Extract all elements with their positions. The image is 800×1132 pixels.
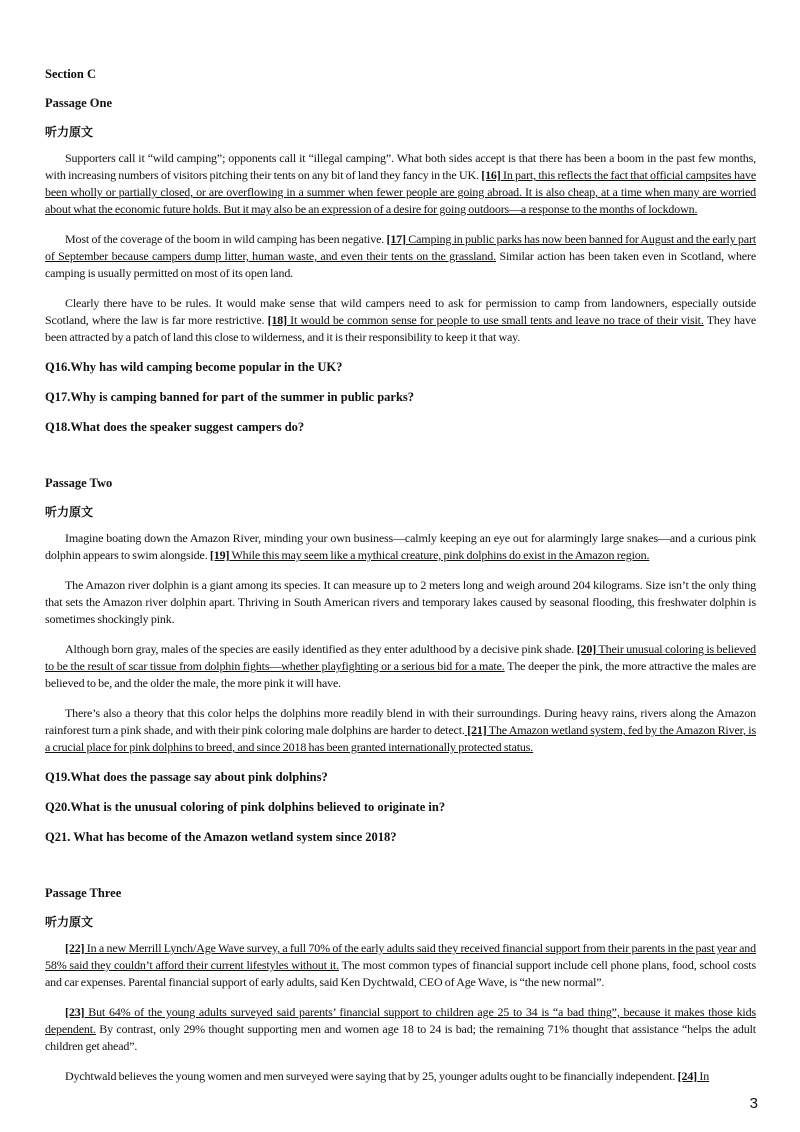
- text-run: Similar action has been taken even in Scotland, where camping is usually permitted on most of its open land.: [45, 249, 756, 280]
- section-gap: [45, 449, 756, 475]
- text-run: The most common types of financial support include cell phone plans, food, school costs and car expenses. Parental financial support of early adults, said Ken Dychtwald, CEO of Age Wave, is “the new normal”.: [45, 958, 757, 989]
- text-run: By contrast, only 29% thought supporting men and women age 18 to 24 is bad; the remaining 71% thought that assistance “helps the adult children get ahead”.: [45, 1022, 756, 1053]
- transcript-paragraph: [45, 641, 756, 692]
- text-run: Their unusual coloring is believed to be the result of scar tissue from dolphin fights—whether playfighting or a serious bid for a mate.: [45, 642, 756, 673]
- transcript-paragraph: [45, 231, 756, 282]
- answer-marker: [22]: [65, 941, 85, 955]
- question-line: Q21. What has become of the Amazon wetland system since 2018?: [45, 830, 397, 844]
- transcript-paragraph: [45, 1068, 756, 1085]
- passages-container: [45, 95, 756, 1085]
- transcript-label: 听力原文: [45, 125, 94, 139]
- text-run: Most of the coverage of the boom in wild camping has been negative.: [65, 232, 387, 246]
- text-run: There’s also a theory that this color helps the dolphins more readily blend in with their surroundings. During heavy rains, rivers along the Amazon rainforest turn a pink shade, and with their pink coloring male dolphins are harder to detect.: [45, 706, 756, 737]
- transcript-paragraph: [45, 1004, 756, 1055]
- text-run: In part, this reflects the fact that official campsites have been wholly or partially closed, or are overflowing in a summer when fewer people are going abroad. It is also cheap, at a time when many are worried about what the economic future holds. But it may also be an expression of a desire for going outdoors—a response to the months of lockdown.: [45, 168, 756, 216]
- passage-title: Passage One: [45, 96, 113, 110]
- page-number: 3: [749, 1095, 758, 1112]
- transcript-paragraph: [45, 940, 756, 991]
- text-run: The Amazon wetland system, fed by the Amazon River, is a crucial place for pink dolphins to breed, and since 2018 has been granted internationally protected status.: [45, 723, 756, 754]
- answer-marker: [24]: [677, 1069, 698, 1083]
- passage-title: Passage Three: [45, 886, 122, 900]
- answer-marker: [20]: [576, 642, 597, 656]
- answer-marker: [19]: [209, 548, 230, 562]
- text-run: Clearly there have to be rules. It would make sense that wild campers need to ask for permission to camp from landowners, especially outside Scotland, where the law is far more restrictive.: [45, 296, 756, 327]
- text-run: Imagine boating down the Amazon River, minding your own business—calmly keeping an eye out for alarmingly large snakes—and a curious pink dolphin appears to swim alongside.: [45, 531, 756, 562]
- text-run: Dychtwald believes the young women and men surveyed were saying that by 25, younger adults ought to be financially independent.: [65, 1069, 678, 1083]
- text-run: They have been attracted by a patch of land this close to wilderness, and it is their responsibility to keep it that way.: [45, 313, 756, 344]
- question-line: Q16.Why has wild camping become popular in the UK?: [45, 360, 343, 374]
- text-run: While this may seem like a mythical creature, pink dolphins do exist in the Amazon region.: [229, 548, 650, 562]
- transcript-paragraph: [45, 705, 756, 756]
- question-line: Q20.What is the unusual coloring of pink dolphins believed to originate in?: [45, 800, 446, 814]
- text-run: Camping in public parks has now been banned for August and the early part of September because campers dump litter, human waste, and even their tents on the grassland.: [45, 232, 756, 263]
- question-line: Q17.Why is camping banned for part of the summer in public parks?: [45, 390, 415, 404]
- transcript-paragraph: [45, 577, 756, 628]
- section-heading: Section C: [45, 67, 97, 81]
- transcript-paragraph: [45, 530, 756, 564]
- answer-marker: [17]: [386, 232, 406, 246]
- transcript-label: 听力原文: [45, 505, 94, 519]
- transcript-paragraph: [45, 295, 756, 346]
- transcript-label: 听力原文: [45, 915, 94, 929]
- answer-marker: [18]: [267, 313, 287, 327]
- text-run: In: [697, 1069, 710, 1083]
- text-run: Although born gray, males of the species are easily identified as they enter adulthood by a decisive pink shade.: [65, 642, 577, 656]
- answer-marker: [16]: [481, 168, 501, 182]
- passage-title: Passage Two: [45, 476, 113, 490]
- answer-marker: [23]: [65, 1005, 85, 1019]
- question-line: Q19.What does the passage say about pink dolphins?: [45, 770, 328, 784]
- answer-marker: [21]: [464, 723, 487, 737]
- question-line: Q18.What does the speaker suggest campers do?: [45, 420, 305, 434]
- transcript-paragraph: [45, 150, 756, 218]
- document-page: [45, 66, 756, 1098]
- text-run: The Amazon river dolphin is a giant among its species. It can measure up to 2 meters long and weigh around 204 kilograms. Size isn’t the only thing that sets the Amazon river dolphin apart. Thriving in South American rivers and temporary lakes caused by seasonal flooding, this freshwater dolphin is sometimes shockingly pink.: [45, 578, 756, 626]
- text-run: The deeper the pink, the more attractive the males are believed to be, and the older the male, the more pink it will have.: [45, 659, 756, 690]
- text-run: Supporters call it “wild camping”; opponents call it “illegal camping”. What both sides accept is that there has been a boom in the past few months, with increasing numbers of visitors pitching their tents on any bit of land they fancy in the UK.: [45, 151, 756, 182]
- text-run: But 64% of the young adults surveyed said parents’ financial support to children age 25 to 34 is “a bad thing”, because it makes those kids dependent.: [45, 1005, 756, 1036]
- text-run: In a new Merrill Lynch/Age Wave survey, a full 70% of the early adults said they received financial support from their parents in the past year and 58% said they couldn’t afford their current lifestyles without it.: [45, 941, 756, 972]
- text-run: It would be common sense for people to use small tents and leave no trace of their visit.: [286, 313, 704, 327]
- section-gap: [45, 859, 756, 885]
